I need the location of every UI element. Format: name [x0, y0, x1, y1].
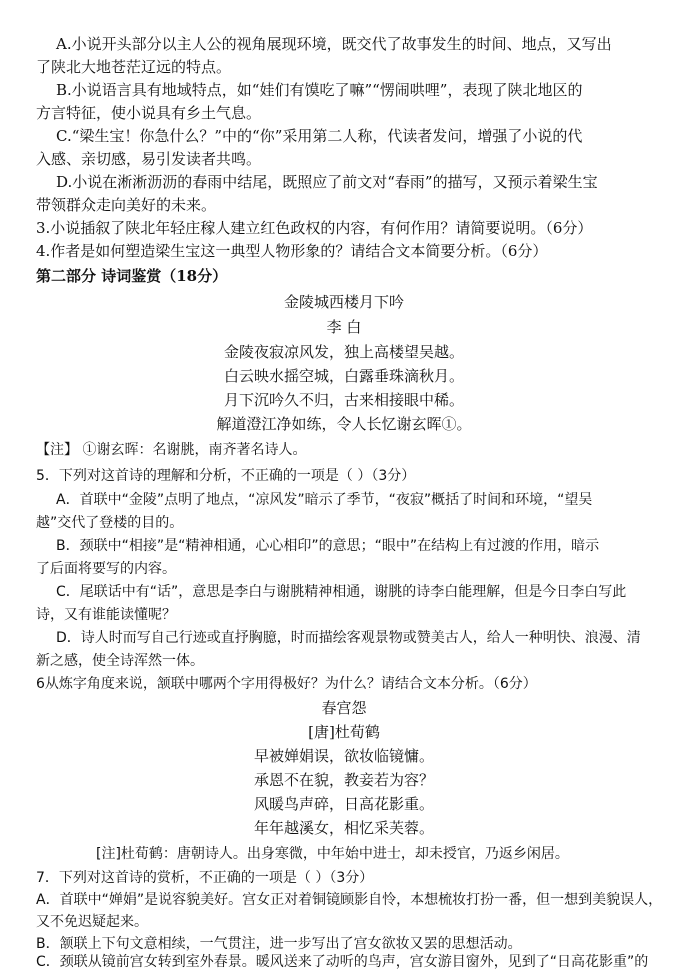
q5-option-b-line1: B．颈联中“相接”是“精神相通，心心相印”的意思；“眼中”在结构上有过渡的作用，暗示: [56, 538, 600, 554]
poem1-note: 【注】 ①谢玄晖：名谢朓，南齐著名诗人。: [36, 442, 307, 458]
q7-option-c-line1: C．颈联从镜前宫女转到室外春景。暖风送来了动听的鸟声，宫女游目窗外，见到了“日高花影重”的: [36, 954, 649, 970]
q5-option-c-line2: 诗，又有谁能读懂呢？: [36, 607, 176, 623]
option-d-line1: D.小说在淅淅沥沥的春雨中结尾，既照应了前文对“春雨”的描写，又预示着梁生宝: [56, 173, 598, 191]
option-b-line2: 方言特征，使小说具有乡土气息。: [36, 104, 262, 122]
question-4: 4.作者是如何塑造梁生宝这一典型人物形象的？请结合文本简要分析。（6分）: [36, 242, 548, 260]
poem1-author: 李 白: [326, 318, 362, 336]
poem2-author: [唐]杜荀鹤: [308, 723, 380, 741]
poem2-title: 春宫怨: [321, 699, 367, 717]
option-a-line1: A.小说开头部分以主人公的视角展现环境，既交代了故事发生的时间、地点，又写出: [56, 35, 612, 53]
question-3: 3.小说插叙了陕北年轻庄稼人建立红色政权的内容，有何作用？请简要说明。（6分）: [36, 219, 593, 237]
poem1-line: 解道澄江净如练，令人长忆谢玄晖①。: [216, 415, 472, 433]
option-a-line2: 了陕北大地苍茫辽远的特点。: [36, 58, 232, 76]
question-6: 6从炼字角度来说，颔联中哪两个字用得极好？为什么？请结合文本分析。（6分）: [36, 676, 537, 692]
q5-option-c-line1: C．尾联话中有“话”，意思是李白与谢朓精神相通，谢朓的诗李白能理解，但是今日李白写此: [56, 584, 627, 600]
poem1-line: 白云映水摇空城，白露垂珠滴秋月。: [223, 367, 464, 385]
poem2-note: [注]杜荀鹤：唐朝诗人。出身寒微，中年始中进士，却未授官，乃返乡闲居。: [96, 846, 569, 862]
q5-option-a-line1: A．首联中“金陵”点明了地点，“凉风发”暗示了季节，“夜寂”概括了时间和环境，“望吴: [56, 492, 593, 508]
poem2-line: 风暖鸟声碎，日高花影重。: [253, 795, 434, 813]
q5-option-d-line1: D．诗人时而写自己行迹或直抒胸臆，时而描绘客观景物或赞美古人，给人一种明快、浪漫、清: [56, 630, 641, 646]
option-d-line2: 带领群众走向美好的未来。: [36, 196, 217, 214]
q7-option-b: B．颔联上下句文意相续，一气贯注，进一步写出了宫女欲妆又罢的思想活动。: [36, 936, 522, 952]
q7-option-a-line1: A．首联中“婵娟”是说容貌美好。宫女正对着铜镜顾影自怜，本想梳妆打扮一番，但一想到美貌误人，: [36, 892, 663, 908]
q5-option-b-line2: 了后面将要写的内容。: [36, 561, 176, 577]
poem1-line: 金陵夜寂凉风发，独上高楼望吴越。: [223, 343, 464, 361]
poem2-line: 早被婵娟误，欲妆临镜慵。: [253, 747, 434, 765]
option-c-line1: C.“梁生宝！你急什么？”中的“你”采用第二人称，代读者发问，增强了小说的代: [56, 127, 583, 145]
q5-option-a-line2: 越”交代了登楼的目的。: [36, 515, 184, 531]
poem1-line: 月下沉吟久不归，古来相接眼中稀。: [223, 391, 464, 409]
section-heading: 第二部分 诗词鉴赏（18分）: [36, 267, 228, 285]
option-c-line2: 入感、亲切感，易引发读者共鸣。: [36, 150, 262, 168]
option-b-line1: B.小说语言具有地域特点，如“娃们有馍吃了嘛”“愣闹哄哩”，表现了陕北地区的: [56, 81, 583, 99]
question-7-stem: 7．下列对这首诗的赏析，不正确的一项是（ ）（3分）: [36, 870, 374, 886]
q7-option-a-line2: 又不免迟疑起来。: [36, 914, 148, 930]
poem1-title: 金陵城西楼月下吟: [283, 293, 404, 311]
question-5-stem: 5．下列对这首诗的理解和分析，不正确的一项是（ ）（3分）: [36, 468, 416, 484]
poem2-line: 年年越溪女，相忆采芙蓉。: [253, 819, 434, 837]
q5-option-d-line2: 新之感，使全诗浑然一体。: [36, 653, 204, 669]
poem2-line: 承恩不在貌，教妾若为容？: [253, 771, 434, 789]
